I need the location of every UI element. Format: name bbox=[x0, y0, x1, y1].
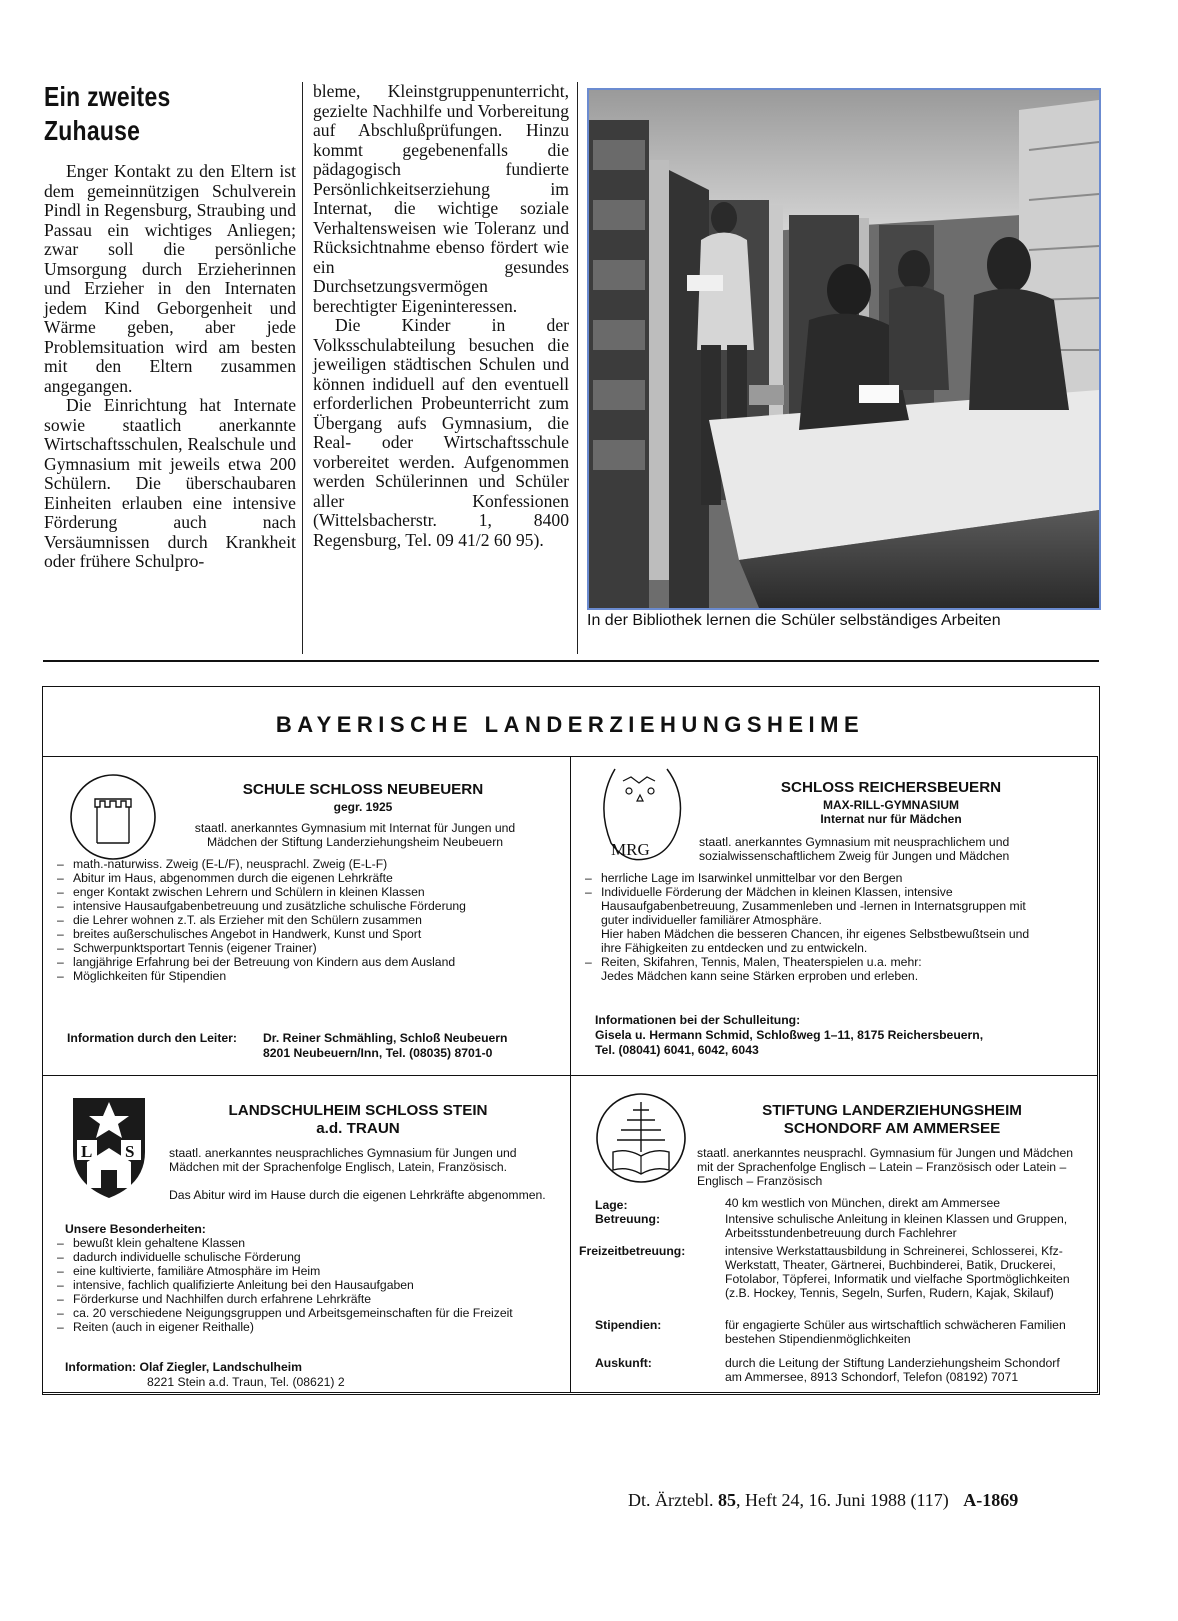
school-subtitle: Internat nur für Mädchen bbox=[820, 812, 962, 826]
detail-value: für engagierte Schüler aus wirtschaftlich schwächeren Familien bestehen Stipendienmöglichkeiten bbox=[725, 1318, 1066, 1346]
article-column-2 bbox=[313, 82, 569, 550]
contact-line: Tel. (08041) 6041, 6042, 6043 bbox=[595, 1043, 759, 1057]
school-title: SCHONDORF AM AMMERSEE bbox=[783, 1120, 1001, 1137]
detail-value: 40 km westlich von München, direkt am Ammersee bbox=[725, 1196, 1001, 1210]
ls-crest-icon bbox=[67, 1092, 151, 1202]
column-divider bbox=[577, 82, 578, 654]
features-heading: Unsere Besonderheiten: bbox=[65, 1222, 206, 1236]
list-item: – Möglichkeiten für Stipendien bbox=[51, 969, 531, 983]
list-item: – ca. 20 verschiedene Neigungsgruppen und Arbeitsgemeinschaften für die Freizeit bbox=[51, 1306, 541, 1320]
school-intro: staatl. anerkanntes Gymnasium mit neusprachlichem und sozialwissenschaftlichem Zweig für Jungen und Mädchen bbox=[699, 835, 1010, 863]
mrg-logo-text: MRG bbox=[611, 840, 650, 859]
ad-banner-title: BAYERISCHE LANDERZIEHUNGSHEIME bbox=[275, 712, 865, 737]
detail-label: Auskunft: bbox=[595, 1356, 652, 1370]
ad-cell-reichersbeuern bbox=[570, 756, 1098, 1076]
headline-line-1: Ein zweites bbox=[44, 81, 171, 112]
article-paragraph: bleme, Kleinstgruppenunterricht, gezielte Nachhilfe und Vorbereitung auf Abschlußprüfungen. Hinzu kommt gegebenenfalls die pädagogisch fundierte Persönlichkeitserziehung im Internat, die wichtige soziale Verhaltensweisen wie Toleranz und Rücksichtnahme ebenso fördert wie ein gesundes Durchsetzungsvermögen berechtigter Eigeninteressen. bbox=[313, 81, 569, 316]
school-subtitle: MAX-RILL-GYMNASIUM bbox=[823, 798, 959, 812]
detail-label: Freizeitbetreuung: bbox=[579, 1244, 686, 1258]
library-photo bbox=[587, 88, 1101, 610]
page-number: A-1869 bbox=[963, 1490, 1019, 1510]
detail-label: Lage: bbox=[595, 1198, 628, 1212]
ad-cell-stein bbox=[42, 1075, 571, 1393]
list-item: – Förderkurse und Nachhilfen durch erfahrene Lehrkräfte bbox=[51, 1292, 541, 1306]
photo-caption: In der Bibliothek lernen die Schüler selbständiges Arbeiten bbox=[587, 612, 1001, 629]
school-features-list bbox=[51, 1236, 541, 1334]
school-title: a.d. TRAUN bbox=[316, 1120, 400, 1137]
list-item: – intensive Hausaufgabenbetreuung und zusätzliche schulische Förderung bbox=[51, 899, 531, 913]
owl-logo-icon bbox=[585, 763, 697, 867]
list-item: – breites außerschulisches Angebot in Handwerk, Kunst und Sport bbox=[51, 927, 531, 941]
crest-letter-s: S bbox=[125, 1142, 135, 1161]
list-item: – langjährige Erfahrung bei der Betreuung von Kindern aus dem Ausland bbox=[51, 955, 531, 969]
detail-label: Betreuung: bbox=[595, 1212, 660, 1226]
school-intro: staatl. anerkanntes Gymnasium mit Internat für Jungen und Mädchen der Stiftung Landerziehungsheim Neubeuern bbox=[194, 821, 516, 849]
crest-letter-l: L bbox=[81, 1142, 93, 1161]
article-paragraph: Die Kinder in der Volksschulabteilung besuchen die jeweiligen städtischen Schulen und können indiduell auf den eventuell erforderlichen Probeunterricht zum Übergang aufs Gymnasium, die Real- oder Wirtschaftsschule vorbereitet werden. Aufgenommen werden Schülerinnen und Schüler aller Konfessionen (Wittelsbacherstr. 1, 8400 Regensburg, Tel. 09 41/2 60 95). bbox=[313, 315, 569, 550]
tower-logo-icon bbox=[67, 771, 159, 863]
school-title: LANDSCHULHEIM SCHLOSS STEIN bbox=[228, 1102, 488, 1119]
article-column-1 bbox=[44, 162, 296, 572]
article-paragraph: Die Einrichtung hat Internate sowie staatlich anerkannte Wirtschaftsschulen, Realschule und Gymnasium mit jeweils etwa 200 Schülern. Die überschaubaren Einheiten erlauben eine intensive Förderung auch nach Versäumnissen durch Krankheit oder frühere Schulpro- bbox=[44, 395, 296, 571]
list-item: – Abitur im Haus, abgenommen durch die eigenen Lehrkräfte bbox=[51, 871, 531, 885]
tree-book-logo-icon bbox=[593, 1090, 689, 1186]
contact-line: Dr. Reiner Schmähling, Schloß Neubeuern bbox=[263, 1031, 508, 1045]
list-item-text: Individuelle Förderung der Mädchen in kleinen Klassen, intensive Hausaufgabenbetreuung, Zusammenleben und -lernen in Internatsgruppen mit guter individueller familiärer Atmosphäre. bbox=[601, 885, 1026, 927]
contact-label: Information durch den Leiter: bbox=[67, 1031, 237, 1045]
list-item: – dadurch individuelle schulische Förderung bbox=[51, 1250, 541, 1264]
list-item bbox=[579, 955, 1049, 983]
article-headline bbox=[44, 80, 304, 148]
journal-name: Dt. Ärztebl. bbox=[628, 1490, 714, 1510]
list-item-text: Reiten, Skifahren, Tennis, Malen, Theaterspielen u.a. mehr: bbox=[601, 955, 922, 969]
school-founded: gegr. 1925 bbox=[333, 800, 393, 814]
list-item-text: Jedes Mädchen kann seine Stärken erproben und erleben. bbox=[601, 969, 919, 983]
school-intro: staatl. anerkanntes neusprachliches Gymnasium für Jungen und Mädchen mit der Sprachenfolge Englisch, Latein, Französisch. bbox=[169, 1146, 517, 1174]
column-divider bbox=[302, 82, 303, 654]
detail-value: intensive Werkstattausbildung in Schreinerei, Schlosserei, Kfz-Werkstatt, Theater, Gärtnerei, Buchbinderei, Batik, Druckerei, Fotolabor, Töpferei, Informatik und vielfache Sportmöglichkeiten (z.B. Hockey, Tennis, Segeln, Surfen, Rudern, Kajak, Skilauf) bbox=[725, 1244, 1070, 1300]
journal-volume: 85 bbox=[717, 1490, 736, 1510]
ad-cell-schondorf bbox=[570, 1075, 1098, 1393]
school-intro: staatl. anerkanntes neusprachl. Gymnasium für Jungen und Mädchen mit der Sprachenfolge Englisch – Latein – Französisch oder Latein – Englisch – Französisch bbox=[697, 1146, 1073, 1188]
library-photo-illustration bbox=[589, 90, 1099, 608]
list-item: – intensive, fachlich qualifizierte Anleitung bei den Hausaufgaben bbox=[51, 1278, 541, 1292]
list-item: – herrliche Lage im Isarwinkel unmittelbar vor den Bergen bbox=[579, 871, 1049, 885]
list-item: – math.-naturwiss. Zweig (E-L/F), neusprachl. Zweig (E-L-F) bbox=[51, 857, 531, 871]
list-item bbox=[579, 885, 1049, 955]
school-title: SCHULE SCHLOSS NEUBEUERN bbox=[242, 781, 484, 798]
contact-line: 8201 Neubeuern/Inn, Tel. (08035) 8701-0 bbox=[263, 1046, 493, 1060]
detail-value: Intensive schulische Anleitung in kleinen Klassen und Gruppen, Arbeitsstundenbetreuung durch Fachlehrer bbox=[725, 1212, 1068, 1240]
section-rule bbox=[43, 660, 1099, 662]
ad-cell-neubeuern bbox=[42, 756, 571, 1076]
article-paragraph: Enger Kontakt zu den Eltern ist dem gemeinnützigen Schulverein Pindl in Regensburg, Straubing und Passau ein wichtiges Anliegen; zwar soll die persönliche Umsorgung durch Erzieherinnen und Erzieher in den Internaten jedem Kind Geborgenheit und Wärme geben, aber jede Problemsituation wird am besten mit den Eltern zusammen angegangen. bbox=[44, 161, 296, 396]
page-footer bbox=[628, 1490, 1018, 1511]
contact-line: Gisela u. Hermann Schmid, Schloßweg 1–11, 8175 Reichersbeuern, bbox=[595, 1028, 984, 1042]
school-features-list bbox=[579, 871, 1049, 983]
school-features-list bbox=[51, 857, 531, 983]
detail-label: Stipendien: bbox=[595, 1318, 662, 1332]
detail-value: durch die Leitung der Stiftung Landerziehungsheim Schondorf am Ammersee, 8913 Schondorf, Telefon (08192) 7071 bbox=[725, 1356, 1060, 1384]
list-item: – Reiten (auch in eigener Reithalle) bbox=[51, 1320, 541, 1334]
contact-label: Information: Olaf Ziegler, Landschulheim bbox=[65, 1360, 303, 1374]
list-item: – enger Kontakt zwischen Lehrern und Schülern in kleinen Klassen bbox=[51, 885, 531, 899]
list-item: – eine kultivierte, familiäre Atmosphäre im Heim bbox=[51, 1264, 541, 1278]
list-item-text: Hier haben Mädchen die besseren Chancen, ihr eigenes Selbstbewußtsein und ihre Fähigkeiten zu entdecken und zu entwickeln. bbox=[601, 927, 1030, 955]
school-title: SCHLOSS REICHERSBEUERN bbox=[780, 779, 1002, 796]
contact-line: 8221 Stein a.d. Traun, Tel. (08621) 2 bbox=[147, 1375, 345, 1389]
list-item: – bewußt klein gehaltene Klassen bbox=[51, 1236, 541, 1250]
headline-line-2: Zuhause bbox=[44, 115, 141, 146]
contact-label: Informationen bei der Schulleitung: bbox=[595, 1013, 801, 1027]
list-item: – Schwerpunktsportart Tennis (eigener Trainer) bbox=[51, 941, 531, 955]
list-item: – die Lehrer wohnen z.T. als Erzieher mit den Schülern zusammen bbox=[51, 913, 531, 927]
school-intro: Das Abitur wird im Hause durch die eigenen Lehrkräfte abgenommen. bbox=[169, 1188, 546, 1202]
school-title: STIFTUNG LANDERZIEHUNGSHEIM bbox=[762, 1102, 1022, 1119]
journal-issue: , Heft 24, 16. Juni 1988 (117) bbox=[735, 1490, 949, 1510]
